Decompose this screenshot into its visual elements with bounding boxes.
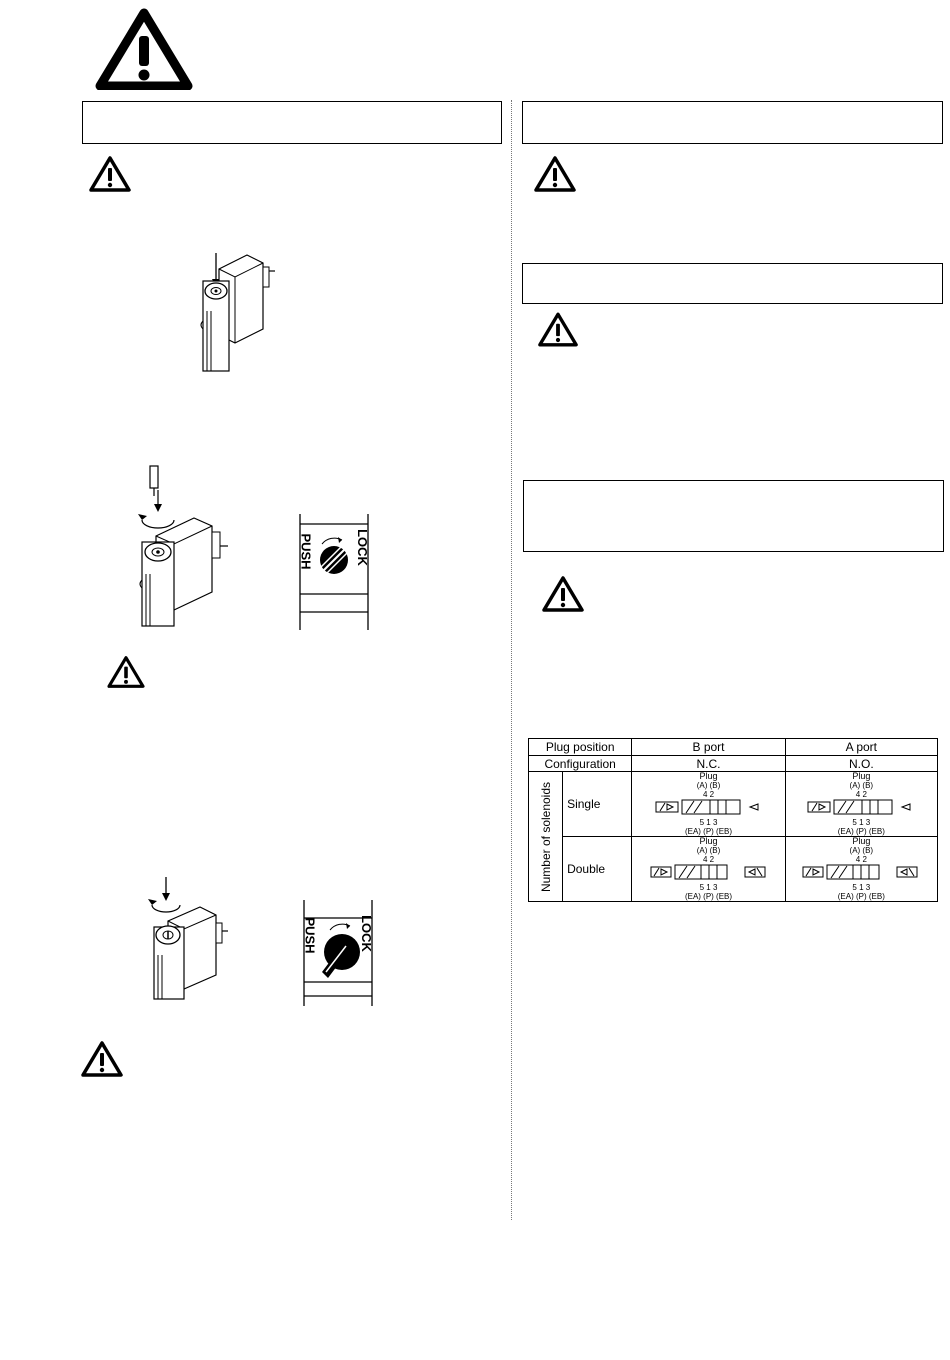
header-a-port: A port	[785, 739, 937, 756]
manual-override-push-illustration	[189, 241, 301, 376]
configuration-label: Configuration	[529, 756, 632, 772]
right-section-heading-box-2	[522, 263, 943, 304]
config-b-value: N.C.	[632, 756, 785, 772]
warning-icon	[88, 155, 132, 193]
override-dial-lever	[300, 900, 376, 1006]
header-plug-position: Plug position	[529, 739, 632, 756]
lock-label: LOCK	[358, 915, 374, 952]
row-single-label: Single	[563, 772, 632, 837]
row-double-label: Double	[563, 837, 632, 902]
warning-icon	[533, 155, 577, 193]
header-b-port: B port	[632, 739, 785, 756]
valve-symbol-double	[801, 864, 921, 880]
warning-icon	[537, 311, 579, 348]
symbol-double-a: Plug (A) (B) 4 2 5 1 3 (EA) (P) (EB)	[785, 837, 937, 902]
valve-symbol-single	[806, 799, 916, 815]
config-a-value: N.O.	[785, 756, 937, 772]
plug-position-table	[528, 738, 938, 902]
solenoids-cell	[529, 772, 563, 902]
right-section-heading-box-3	[523, 480, 944, 552]
symbol-single-b: Plug (A) (B) 4 2 5 1 3 (EA) (P) (EB)	[632, 772, 785, 837]
warning-icon	[106, 655, 146, 689]
solenoids-label: Number of solenoids	[538, 781, 553, 892]
left-section-heading-box	[82, 101, 502, 144]
column-divider	[511, 100, 512, 1220]
large-warning-icon	[95, 8, 193, 90]
locking-override-turn-illustration	[138, 875, 258, 1000]
warning-icon	[80, 1040, 124, 1078]
right-section-heading-box-1	[522, 101, 943, 144]
locking-override-screwdriver-illustration	[120, 462, 270, 627]
lock-label: LOCK	[354, 529, 370, 566]
valve-symbol-double	[649, 864, 769, 880]
symbol-double-b: Plug (A) (B) 4 2 5 1 3 (EA) (P) (EB)	[632, 837, 785, 902]
override-dial-small	[296, 514, 372, 630]
warning-icon	[541, 575, 585, 613]
push-label: PUSH	[302, 917, 318, 954]
push-label: PUSH	[298, 533, 314, 570]
symbol-single-a: Plug (A) (B) 4 2 5 1 3 (EA) (P) (EB)	[785, 772, 937, 837]
valve-symbol-single	[654, 799, 764, 815]
